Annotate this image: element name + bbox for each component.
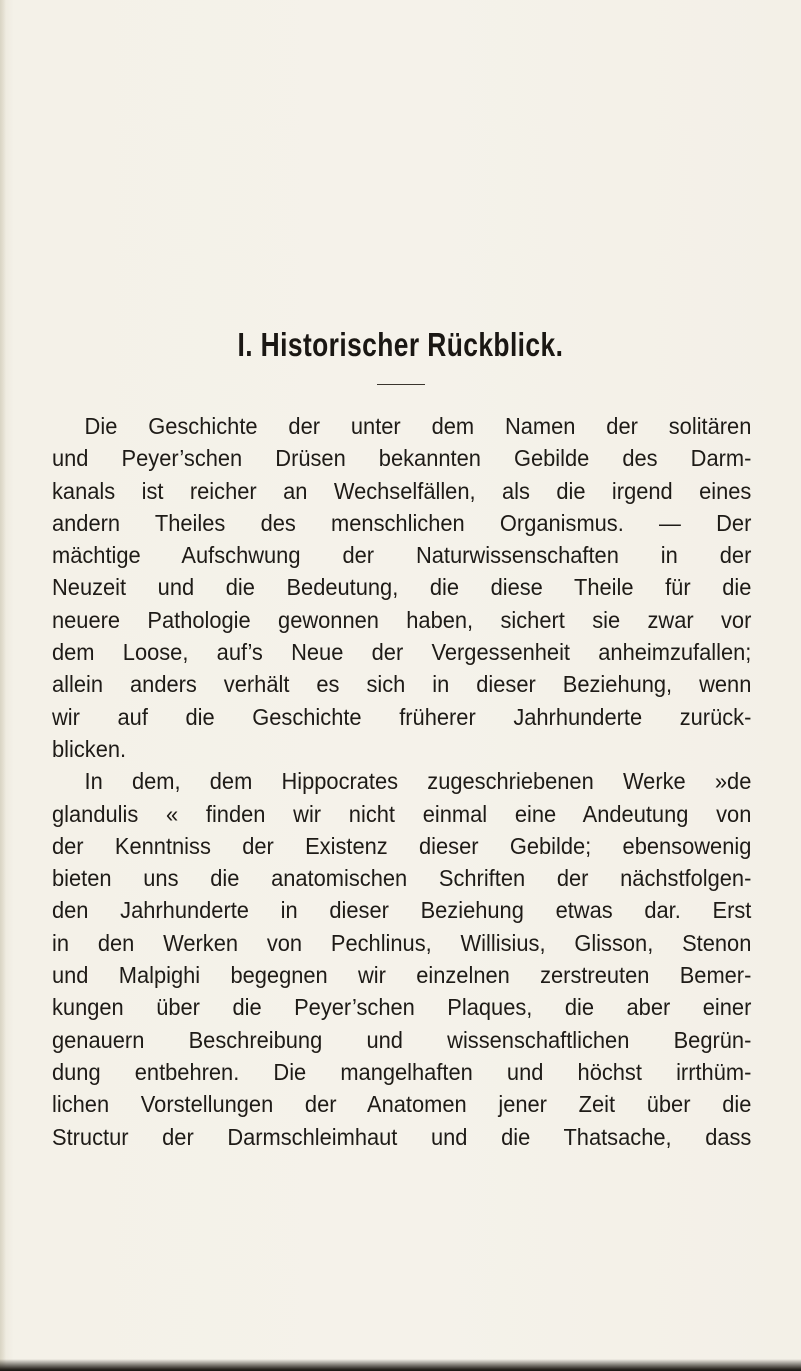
text-line: glandulis « finden wir nicht einmal eine Andeutung von	[52, 800, 752, 827]
text-line: lichen Vorstellungen der Anatomen jener Zeit über die	[52, 1091, 752, 1118]
text-line: mächtige Aufschwung der Naturwissenschaften in der	[52, 542, 752, 569]
page-left-edge	[0, 0, 6, 1371]
text-line: kungen über die Peyer’schen Plaques, die aber einer	[52, 994, 752, 1021]
text-line: wir auf die Geschichte früherer Jahrhunderte zurück-	[52, 703, 752, 730]
text-line: In dem, dem Hippocrates zugeschriebenen Werke »de	[84, 768, 752, 795]
text-line: Neuzeit und die Bedeutung, die diese Theile für die	[52, 574, 752, 601]
chapter-heading: I. Historischer Rückblick.	[237, 326, 564, 363]
text-line: bieten uns die anatomischen Schriften der nächstfolgen-	[52, 865, 752, 892]
text-line: und Malpighi begegnen wir einzelnen zerstreuten Bemer-	[52, 962, 752, 989]
text-line: in den Werken von Pechlinus, Willisius, Glisson, Stenon	[52, 929, 752, 956]
text-line: Die Geschichte der unter dem Namen der solitären	[84, 413, 752, 439]
text-line: genauern Beschreibung und wissenschaftlichen Begrün-	[52, 1026, 752, 1053]
heading-divider	[377, 384, 425, 385]
text-line: neuere Pathologie gewonnen haben, sichert sie zwar vor	[52, 606, 752, 633]
text-line: andern Theiles des menschlichen Organismus. — Der	[52, 509, 752, 536]
text-line: den Jahrhunderte in dieser Beziehung etwas dar. Erst	[52, 897, 752, 924]
text-line: und Peyer’schen Drüsen bekannten Gebilde des Darm-	[52, 445, 752, 472]
text-line: blicken.	[52, 735, 127, 762]
text-line: der Kenntniss der Existenz dieser Gebilde; ebensowenig	[52, 832, 752, 859]
page-bottom-edge	[0, 1359, 801, 1371]
text-line: dem Loose, auf’s Neue der Vergessenheit anheimzufallen;	[52, 639, 752, 666]
text-line: kanals ist reicher an Wechselfällen, als die irgend eines	[52, 477, 752, 504]
text-line: dung entbehren. Die mangelhaften und höchst irrthüm-	[52, 1058, 752, 1085]
text-line: Structur der Darmschleimhaut und die Thatsache, dass	[52, 1123, 752, 1150]
body-text	[52, 410, 752, 1153]
text-line: allein anders verhält es sich in dieser Beziehung, wenn	[52, 671, 752, 698]
